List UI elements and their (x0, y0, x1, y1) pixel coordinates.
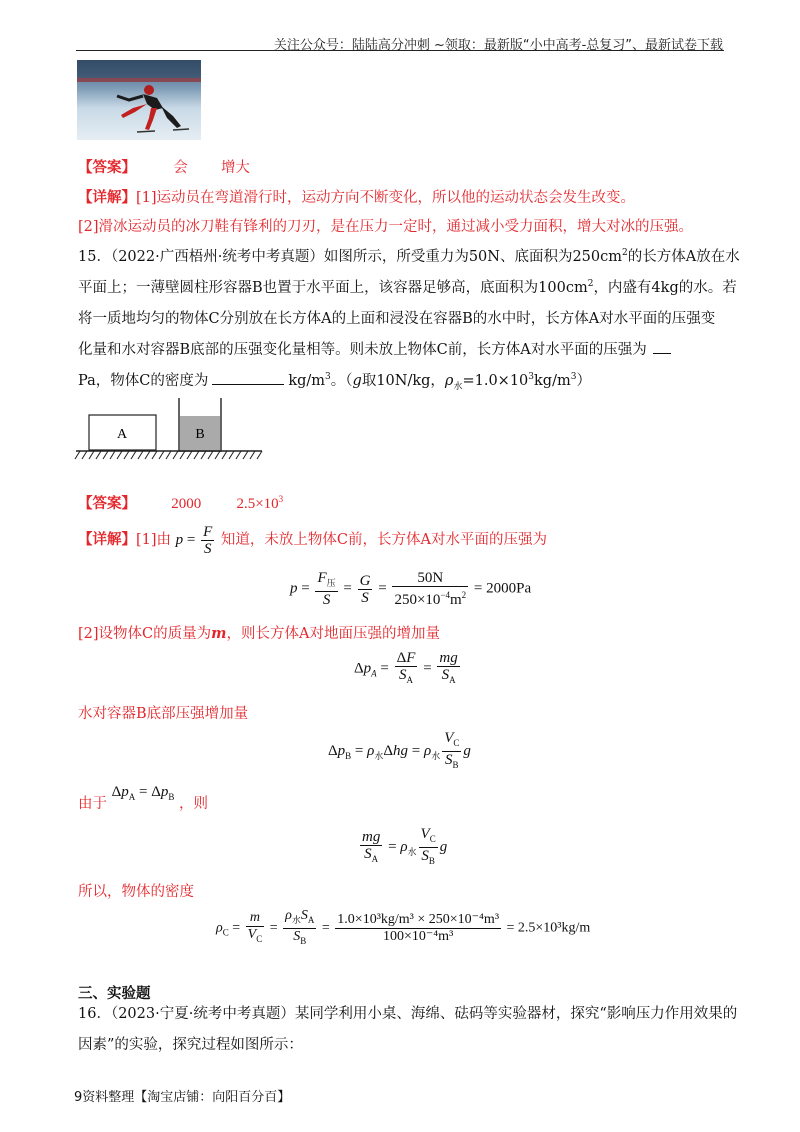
section-title: 三、实验题 (78, 986, 151, 1002)
equation-3: $\Delta p_B = \rho_水\Delta hg = \rho_水$ $\frac{V_C}{S_B}$ g (328, 730, 471, 770)
q15-detail-5: 所以，物体的密度 (78, 884, 194, 900)
q14-answer-row (78, 156, 250, 177)
q15-detail-4-pre: 由于 (78, 796, 107, 812)
speed-skater-photo (77, 60, 201, 140)
eq1-den-sup: −4 (440, 590, 450, 600)
q15-rho: ρ (444, 373, 454, 389)
answer-blank-2 (212, 384, 284, 385)
eq5-denominator: 100×10⁻⁴m³ (383, 928, 454, 944)
pressure-formula: p = $\frac{F}{S}$ (175, 524, 213, 557)
q15-line-1 (78, 245, 740, 266)
answer-tag: 【答案】 (78, 159, 136, 176)
q16-line-1: 16．（2023·宁夏·统考中考真题）某同学利用小桌、海绵、砝码等实验器材，探究“影响压力作用效果的 (78, 1006, 738, 1022)
page-number: 9 (74, 1090, 83, 1105)
q14-detail-1 (78, 186, 635, 207)
eq5-result: = 2.5×10³kg/m (506, 920, 591, 936)
q15-detail-2-post: ，则长方体A对地面压强的增加量 (226, 626, 440, 642)
q15-detail-2-m: m (211, 625, 227, 642)
eq5-numerator: 1.0×10³kg/m³ × 250×10⁻⁴m³ (337, 911, 500, 927)
ground-hatch (75, 451, 262, 459)
q15-line-5 (78, 369, 591, 392)
detail-tag: 【详解】 (78, 530, 136, 548)
page-header: 关注公众号：陆陆高分冲刺 ~领取：最新版“小中高考-总复习”、最新试卷下载 (273, 38, 723, 53)
q15-line-2b: ，内盛有4kg的水。若 (593, 280, 737, 296)
q15-detail-4-post: ，则 (179, 796, 208, 812)
equation-5: $\rho_C$ = $\frac{m}{V_C}$ = $\frac{\rho_水S_A}{S_B}$ = $\frac{\text{1.0×10³kg/m³ × 250×10⁻⁴m³}}{\text{100×10⁻⁴m³}}$ = 2.5×10³kg/m (216, 908, 591, 946)
equal-pressure-formula: $\Delta p_A = \Delta p_B$ (111, 784, 175, 802)
block-a-label: A (116, 427, 128, 442)
q15-g: g (352, 373, 362, 389)
q15-line-5-sup: 3 (325, 372, 331, 383)
q15-rho-sub: 水 (453, 381, 463, 392)
q15-line-5e: =1.0×10 (462, 373, 529, 389)
q15-line-5-close: ） (576, 373, 591, 389)
q14-detail-1-text: [1]运动员在弯道滑行时，运动方向不断变化，所以他的运动状态会发生改变。 (136, 190, 636, 206)
q15-line-5d: 取10N/kg， (361, 373, 445, 389)
eq1-denominator (392, 587, 468, 608)
q15-detail-1 (78, 524, 547, 557)
q15-detail-4 (78, 784, 208, 814)
q15-line-5b: kg/m (288, 373, 326, 389)
q15-line-4 (78, 338, 671, 359)
q15-line-1a: 15．（2022·广西梧州·统考中考真题）如图所示，所受重力为50N、底面积为250cm (78, 249, 623, 265)
q14-answer-2: 增大 (220, 160, 250, 176)
q16-line-2: 因素”的实验，探究过程如图所示： (78, 1037, 303, 1053)
q15-line-5-sup2: 3 (528, 372, 535, 383)
q15-line-3: 将一质地均匀的物体C分别放在长方体A的上面和浸没在容器B的水中时，长方体A对水平面的压强变 (78, 311, 716, 327)
q15-answer-1: 2000 (171, 496, 202, 512)
eq1-result: = 2000Pa (473, 580, 532, 597)
q15-line-1-sup: 2 (622, 248, 628, 259)
q15-line-1b: 的长方体A放在水 (627, 249, 740, 265)
q15-line-2-sup: 2 (587, 279, 594, 290)
q15-line-5a: Pa，物体C的密度为 (78, 373, 209, 389)
answer-blank-1 (653, 353, 671, 354)
q15-answer-2-base: 2.5×10 (236, 496, 279, 512)
q15-detail-1-post: 知道，未放上物体C前，长方体A对水平面的压强为 (220, 531, 547, 548)
q15-line-5f: kg/m (534, 373, 571, 389)
eq1-den-unit-sup: 2 (461, 590, 467, 600)
eq1-den-unit: m (449, 592, 462, 608)
q14-answer-1: 会 (173, 160, 188, 176)
q15-answer-2-sup: 3 (278, 494, 284, 504)
equation-1: p = $\frac{F_压}{S}$ = $\frac{G}{S}$ = $\frac{50N}{250\times 10^{-4}m^2}$ = 2000Pa (290, 570, 532, 608)
q14-detail-2: [2]滑冰运动员的冰刀鞋有锋利的刀刃，是在压力一定时，通过减小受力面积，增大对冰的压强。 (78, 219, 694, 235)
q15-answer-row (78, 492, 283, 513)
q15-detail-3: 水对容器B底部压强增加量 (78, 706, 249, 722)
q15-line-5c: 。（ (330, 373, 353, 389)
q15-line-2a: 平面上；一薄壁圆柱形容器B也置于水平面上，该容器足够高，底面积为100cm (78, 280, 588, 296)
container-b-label: B (195, 427, 205, 442)
detail-tag: 【详解】 (78, 189, 136, 206)
q15-detail-2 (78, 622, 440, 643)
q15-detail-2-text: [2]设物体C的质量为 (78, 626, 212, 642)
q15-answer-2 (236, 496, 283, 512)
q15-detail-1-pre: [1]由 (136, 531, 172, 548)
q15-line-4-text: 化量和水对容器B底部的压强变化量相等。则未放上物体C前，长方体A对水平面的压强为 (78, 342, 647, 358)
q15-line-5-sup3: 3 (570, 372, 577, 383)
equation-4: $\frac{mg}{S_A}$ = $\rho_水$ $\frac{V_C}{S_B}$ g (362, 826, 448, 866)
q15-line-2 (78, 276, 737, 297)
eq1-den-base: 250×10 (394, 592, 441, 608)
footer-text: 资料整理【淘宝店铺：向阳百分百】 (82, 1090, 291, 1105)
q15-figure (74, 396, 264, 464)
header-rule (76, 50, 724, 51)
eq1-numerator: 50N (392, 570, 468, 587)
answer-tag: 【答案】 (78, 495, 136, 512)
page-footer (74, 1086, 290, 1105)
equation-2: $\Delta p_A$ = $\frac{\Delta F}{S_A}$ = $\frac{mg}{S_A}$ (354, 650, 458, 685)
